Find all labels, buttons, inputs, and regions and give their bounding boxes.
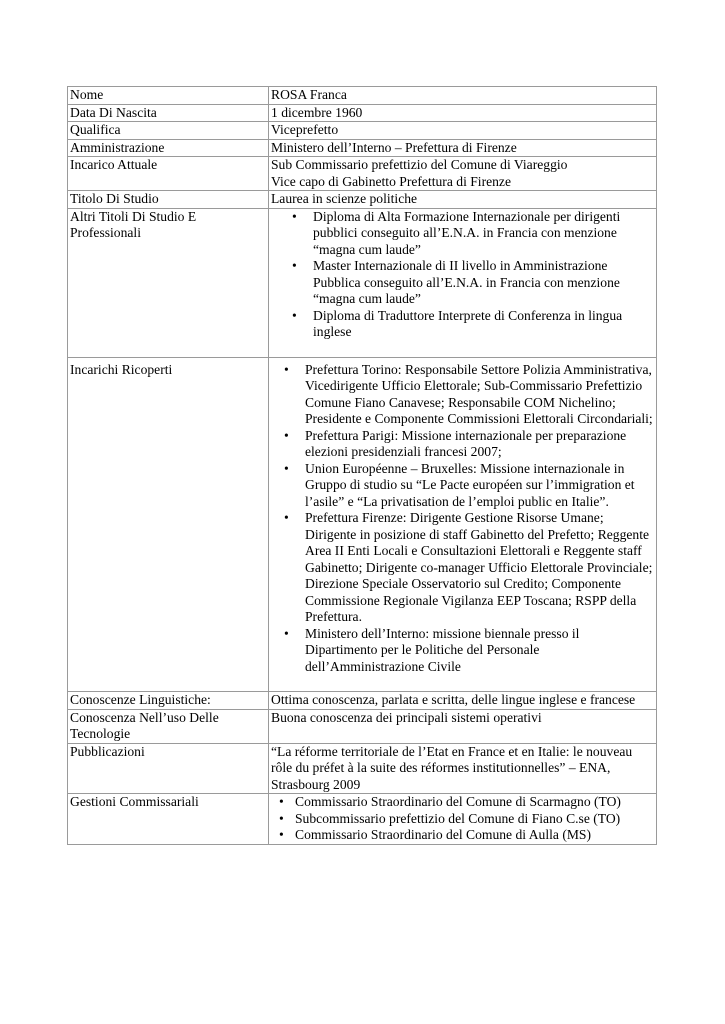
incarico-attuale-line: Sub Commissario prefettizio del Comune di Viareggio [271,157,568,172]
value-qualifica: Viceprefetto [269,122,657,140]
value-pubblicazioni: “La réforme territoriale de l’Etat en France et en Italie: le nouveau rôle du préfet à la suite des réformes institutionnelles” – ENA, Strasbourg 2009 [269,743,657,794]
value-altri-titoli [269,208,657,357]
value-titolo-di-studio: Laurea in scienze politiche [269,191,657,209]
label-gestioni-commissariali: Gestioni Commissariali [68,794,269,845]
row-nome [68,87,657,105]
label-titolo-di-studio: Titolo Di Studio [68,191,269,209]
label-conoscenza-tecnologie: Conoscenza Nell’uso Delle Tecnologie [68,709,269,743]
list-item: • Master Internazionale di II livello in Amministrazione Pubblica conseguito all’E.N.A. in Francia con menzione “magna cum laude” [313,258,654,308]
label-amministrazione: Amministrazione [68,139,269,157]
label-conoscenze-linguistiche: Conoscenze Linguistiche: [68,692,269,710]
list-item: • Diploma di Traduttore Interprete di Conferenza in lingua inglese [313,308,654,341]
incarico-attuale-line: Vice capo di Gabinetto Prefettura di Firenze [271,173,512,189]
cv-table [67,86,657,845]
row-incarico-attuale [68,157,657,191]
row-amministrazione [68,139,657,157]
incarichi-list [271,362,654,676]
row-altri-titoli [68,208,657,357]
list-item: • Prefettura Parigi: Missione internazionale per preparazione elezioni presidenziali francesi 2007; [305,428,654,461]
row-gestioni-commissariali [68,794,657,845]
label-qualifica: Qualifica [68,122,269,140]
list-item: • Commissario Straordinario del Comune di Scarmagno (TO) [295,794,654,811]
value-incarico-attuale [269,157,657,191]
value-conoscenze-linguistiche: Ottima conoscenza, parlata e scritta, delle lingue inglese e francese [269,692,657,710]
row-incarichi-ricoperti [68,357,657,692]
value-nome: ROSA Franca [269,87,657,105]
label-incarico-attuale: Incarico Attuale [68,157,269,191]
list-item: • Diploma di Alta Formazione Internazionale per dirigenti pubblici conseguito all’E.N.A. in Francia con menzione “magna cum laude” [313,209,654,259]
altri-titoli-list [271,209,654,341]
list-item: • Ministero dell’Interno: missione biennale presso il Dipartimento per le Politiche del Personale dell’Amministrazione Civile [305,626,654,676]
row-titolo-di-studio [68,191,657,209]
list-item: • Prefettura Firenze: Dirigente Gestione Risorse Umane; Dirigente in posizione di staff Gabinetto del Prefetto; Reggente Area II Enti Locali e Consultazioni Elettorali e Reggente staff Gabinetto; Dirigente co-manager Ufficio Elettorale Provinciale; Direzione Speciale Osservatorio sul Credito; Componente Commissione Regionale Vigilanza EEP Toscana; RSPP della Prefettura. [305,510,654,626]
list-item: • Union Européenne – Bruxelles: Missione internazionale in Gruppo di studio su “Le Pacte européen sur l’immigration et l’asile” e “La privatisation de l’emploi public en Italie”. [305,461,654,511]
label-incarichi-ricoperti: Incarichi Ricoperti [68,357,269,692]
value-amministrazione: Ministero dell’Interno – Prefettura di Firenze [269,139,657,157]
list-item: • Subcommissario prefettizio del Comune di Fiano C.se (TO) [295,811,654,828]
value-conoscenza-tecnologie: Buona conoscenza dei principali sistemi operativi [269,709,657,743]
list-item: • Commissario Straordinario del Comune di Aulla (MS) [295,827,654,844]
label-pubblicazioni: Pubblicazioni [68,743,269,794]
value-incarichi-ricoperti [269,357,657,692]
value-data-di-nascita: 1 dicembre 1960 [269,104,657,122]
label-data-di-nascita: Data Di Nascita [68,104,269,122]
label-nome: Nome [68,87,269,105]
row-conoscenza-tecnologie [68,709,657,743]
label-altri-titoli: Altri Titoli Di Studio E Professionali [68,208,269,357]
row-qualifica [68,122,657,140]
value-gestioni-commissariali [269,794,657,845]
gestioni-list [271,794,654,844]
row-data-di-nascita [68,104,657,122]
row-pubblicazioni [68,743,657,794]
row-conoscenze-linguistiche [68,692,657,710]
list-item: • Prefettura Torino: Responsabile Settore Polizia Amministrativa, Vicedirigente Ufficio Elettorale; Sub-Commissario Prefettizio Comune Fiano Canavese; Responsabile COM Nichelino; Presidente e Componente Commissioni Elettorali Circondariali; [305,362,654,428]
